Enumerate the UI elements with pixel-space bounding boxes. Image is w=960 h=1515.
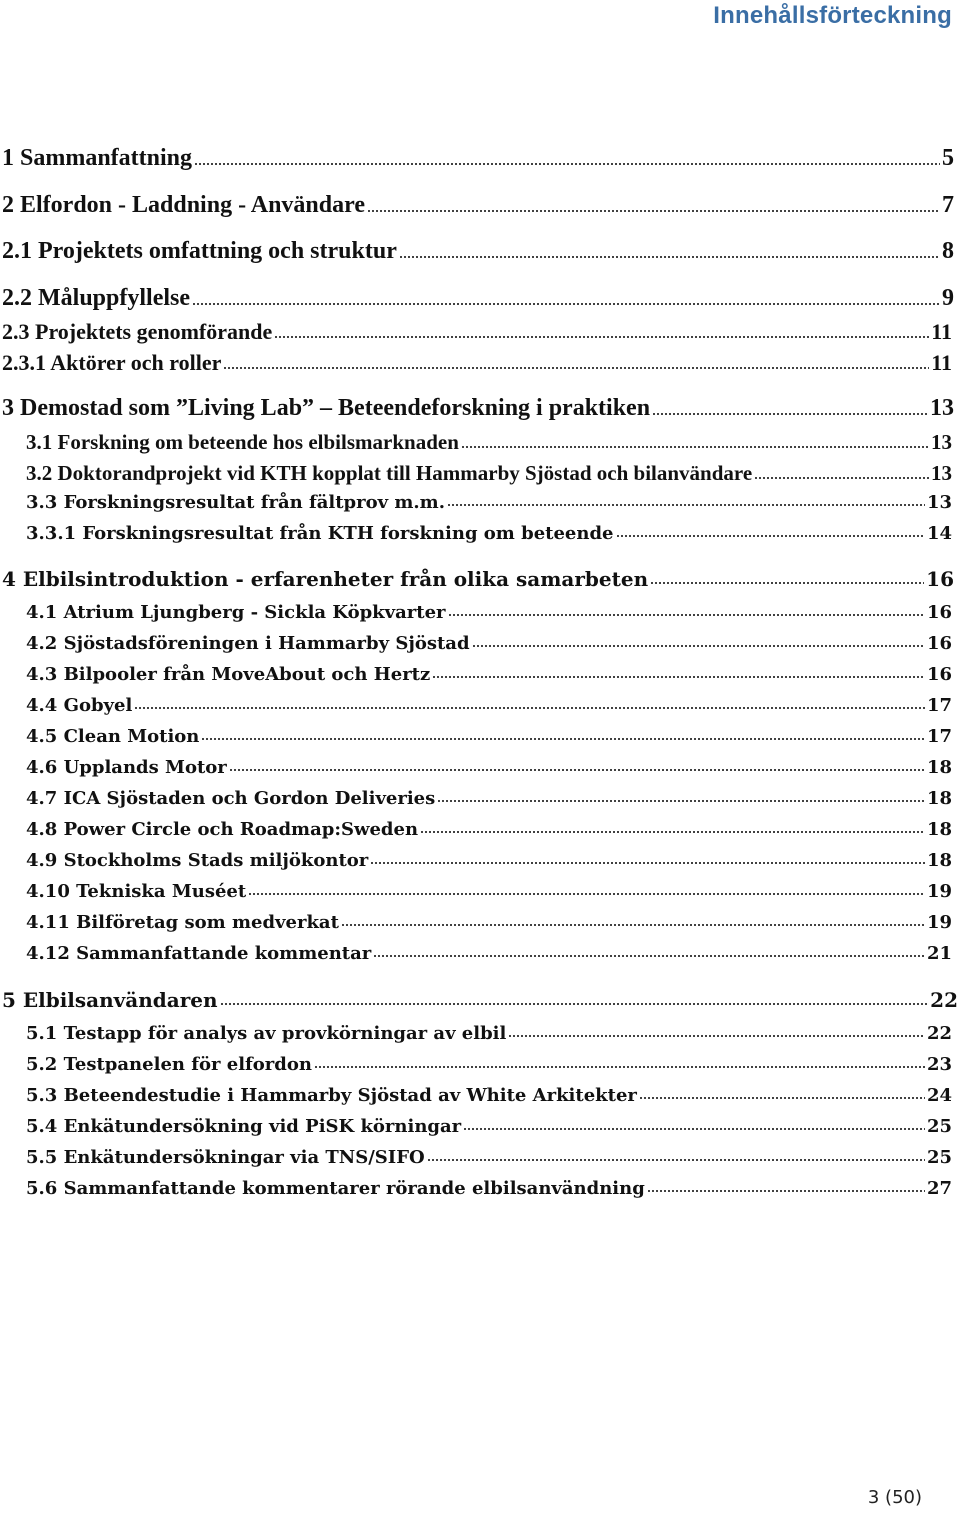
toc-entry-page: 24 — [926, 1085, 952, 1106]
dot-leader — [314, 1065, 925, 1069]
toc-entry-page: 19 — [926, 881, 952, 902]
dot-leader — [341, 923, 925, 927]
toc-entry-title: 2 Elfordon - Laddning - Användare — [2, 192, 365, 218]
toc-entry-4-7[interactable] — [26, 788, 952, 809]
toc-entry-4-2[interactable] — [26, 633, 952, 654]
dot-leader — [399, 255, 940, 259]
toc-entry-3-3-1[interactable] — [26, 523, 952, 544]
dot-leader — [223, 366, 929, 370]
toc-entry-title: 2.1 Projektets omfattning och struktur — [2, 238, 397, 264]
toc-entry-page: 8 — [942, 238, 954, 264]
dot-leader — [754, 476, 929, 480]
dot-leader — [248, 892, 925, 896]
toc-entry-page: 16 — [926, 567, 954, 591]
dot-leader — [194, 162, 940, 166]
toc-entry-4-10[interactable] — [26, 881, 952, 902]
dot-leader — [616, 534, 925, 538]
toc-entry-page: 16 — [926, 664, 952, 685]
toc-entry-title: 5.3 Beteendestudie i Hammarby Sjöstad av White Arkitekter — [26, 1085, 637, 1106]
dot-leader — [647, 1189, 925, 1193]
toc-entry-title: 2.2 Måluppfyllelse — [2, 285, 191, 311]
toc-entry-1[interactable] — [2, 145, 954, 172]
toc-entry-4-6[interactable] — [26, 757, 952, 778]
toc-entry-title: 4.6 Upplands Motor — [26, 757, 227, 778]
toc-entry-page: 16 — [926, 602, 952, 623]
toc-entry-title: 4.1 Atrium Ljungberg - Sickla Köpkvarter — [26, 602, 446, 623]
toc-entry-page: 11 — [931, 319, 952, 344]
toc-entry-page: 18 — [926, 850, 952, 871]
toc-entry-title: 4.3 Bilpooler från MoveAbout och Hertz — [26, 664, 431, 685]
toc-entry-title: 3.2 Doktorandprojekt vid KTH kopplat till Hammarby Sjöstad och bilanvändare — [26, 461, 753, 485]
toc-entry-page: 13 — [926, 492, 952, 513]
toc-entry-page: 23 — [926, 1054, 952, 1075]
toc-entry-title: 2.3 Projektets genomförande — [2, 319, 273, 344]
dot-leader — [192, 302, 940, 306]
toc-entry-title: 2.3.1 Aktörer och roller — [2, 350, 222, 375]
toc-entry-title: 5 Elbilsanvändaren — [2, 988, 218, 1012]
dot-leader — [437, 799, 925, 803]
toc-entry-page: 21 — [926, 943, 952, 964]
toc-entry-2-1[interactable] — [2, 238, 954, 265]
toc-entry-title: 4.10 Tekniska Muséet — [26, 881, 247, 902]
toc-entry-title: 4.8 Power Circle och Roadmap:Sweden — [26, 819, 419, 840]
dot-leader — [370, 861, 925, 865]
toc-entry-title: 3.1 Forskning om beteende hos elbilsmarknaden — [26, 430, 459, 454]
toc-entry-title: 5.4 Enkätundersökning vid PiSK körningar — [26, 1116, 462, 1137]
dot-leader — [448, 613, 925, 617]
dot-leader — [201, 737, 925, 741]
toc-entry-5-4[interactable] — [26, 1116, 952, 1137]
toc-entry-page: 22 — [926, 1023, 952, 1044]
toc-entry-page: 9 — [942, 285, 954, 311]
dot-leader — [134, 706, 925, 710]
toc-entry-page: 27 — [926, 1178, 952, 1199]
toc-entry-title: 3 Demostad som ”Living Lab” – Beteendeforskning i praktiken — [2, 395, 651, 421]
dot-leader — [447, 503, 925, 507]
toc-entry-title: 5.2 Testpanelen för elfordon — [26, 1054, 312, 1075]
dot-leader — [652, 412, 928, 416]
toc-entry-4-4[interactable] — [26, 695, 952, 716]
toc-entry-4[interactable] — [2, 567, 954, 591]
toc-entry-2-3[interactable] — [2, 319, 952, 345]
toc-entry-page: 22 — [930, 988, 958, 1012]
toc-entry-page: 16 — [926, 633, 952, 654]
toc-entry-title: 4.2 Sjöstadsföreningen i Hammarby Sjöstad — [26, 633, 470, 654]
toc-entry-page: 13 — [931, 461, 952, 485]
toc-entry-3-3[interactable] — [26, 492, 952, 513]
dot-leader — [229, 768, 925, 772]
toc-entry-page: 19 — [926, 912, 952, 933]
toc-entry-title: 3.3 Forskningsresultat från fältprov m.m. — [26, 492, 445, 513]
toc-entry-4-1[interactable] — [26, 602, 952, 623]
toc-entry-4-11[interactable] — [26, 912, 952, 933]
toc-entry-page: 5 — [942, 145, 954, 171]
dot-leader — [650, 581, 924, 585]
toc-entry-2-3-1[interactable] — [2, 350, 952, 376]
toc-entry-title: 4.7 ICA Sjöstaden och Gordon Deliveries — [26, 788, 436, 809]
toc-entry-5-5[interactable] — [26, 1147, 952, 1168]
toc-entry-3[interactable] — [2, 395, 954, 422]
toc-entry-title: 4.5 Clean Motion — [26, 726, 200, 747]
toc-entry-title: 4.4 Gobyel — [26, 695, 133, 716]
dot-leader — [639, 1096, 925, 1100]
dot-leader — [367, 209, 940, 213]
toc-entry-4-12[interactable] — [26, 943, 952, 964]
toc-entry-page: 18 — [926, 757, 952, 778]
toc-entry-4-3[interactable] — [26, 664, 952, 685]
toc-entry-title: 4.9 Stockholms Stads miljökontor — [26, 850, 369, 871]
dot-leader — [508, 1034, 925, 1038]
toc-entry-page: 11 — [931, 350, 952, 375]
toc-entry-page: 7 — [942, 192, 954, 218]
dot-leader — [373, 954, 925, 958]
dot-leader — [461, 445, 929, 449]
toc-entry-page: 25 — [926, 1147, 952, 1168]
toc-entry-5-1[interactable] — [26, 1023, 952, 1044]
toc-entry-5-2[interactable] — [26, 1054, 952, 1075]
dot-leader — [472, 644, 925, 648]
toc-entry-4-5[interactable] — [26, 726, 952, 747]
toc-entry-page: 13 — [930, 395, 954, 421]
toc-entry-title: 1 Sammanfattning — [2, 145, 193, 171]
toc-entry-title: 5.6 Sammanfattande kommentarer rörande elbilsanvändning — [26, 1178, 645, 1199]
page-number-footer: 3 (50) — [867, 1487, 922, 1508]
toc-entry-page: 18 — [926, 788, 952, 809]
toc-entry-2[interactable] — [2, 192, 954, 219]
toc-entry-page: 17 — [926, 726, 952, 747]
toc-entry-4-8[interactable] — [26, 819, 952, 840]
toc-entry-title: 3.3.1 Forskningsresultat från KTH forskning om beteende — [26, 523, 614, 544]
toc-entry-title: 5.1 Testapp för analys av provkörningar av elbil — [26, 1023, 507, 1044]
dot-leader — [427, 1158, 925, 1162]
toc-entry-page: 25 — [926, 1116, 952, 1137]
toc-entry-title: 4.11 Bilföretag som medverkat — [26, 912, 339, 933]
dot-leader — [274, 335, 929, 339]
toc-entry-title: 4.12 Sammanfattande kommentar — [26, 943, 372, 964]
dot-leader — [420, 830, 925, 834]
toc-entry-3-1[interactable] — [26, 430, 952, 455]
toc-entry-3-2[interactable] — [26, 461, 952, 486]
toc-entry-page: 13 — [931, 430, 952, 454]
toc-entry-2-2[interactable] — [2, 285, 954, 312]
toc-entry-page: 18 — [926, 819, 952, 840]
toc-entry-5-3[interactable] — [26, 1085, 952, 1106]
dot-leader — [220, 1002, 929, 1006]
toc-entry-5-6[interactable] — [26, 1178, 952, 1199]
toc-entry-title: 4 Elbilsintroduktion - erfarenheter från olika samarbeten — [2, 567, 649, 591]
toc-entry-title: 5.5 Enkätundersökningar via TNS/SIFO — [26, 1147, 425, 1168]
dot-leader — [432, 675, 925, 679]
toc-entry-page: 14 — [926, 523, 952, 544]
toc-entry-4-9[interactable] — [26, 850, 952, 871]
dot-leader — [463, 1127, 925, 1131]
page-title: Innehållsförteckning — [713, 2, 952, 29]
toc-entry-5[interactable] — [2, 988, 958, 1012]
toc-entry-page: 17 — [926, 695, 952, 716]
